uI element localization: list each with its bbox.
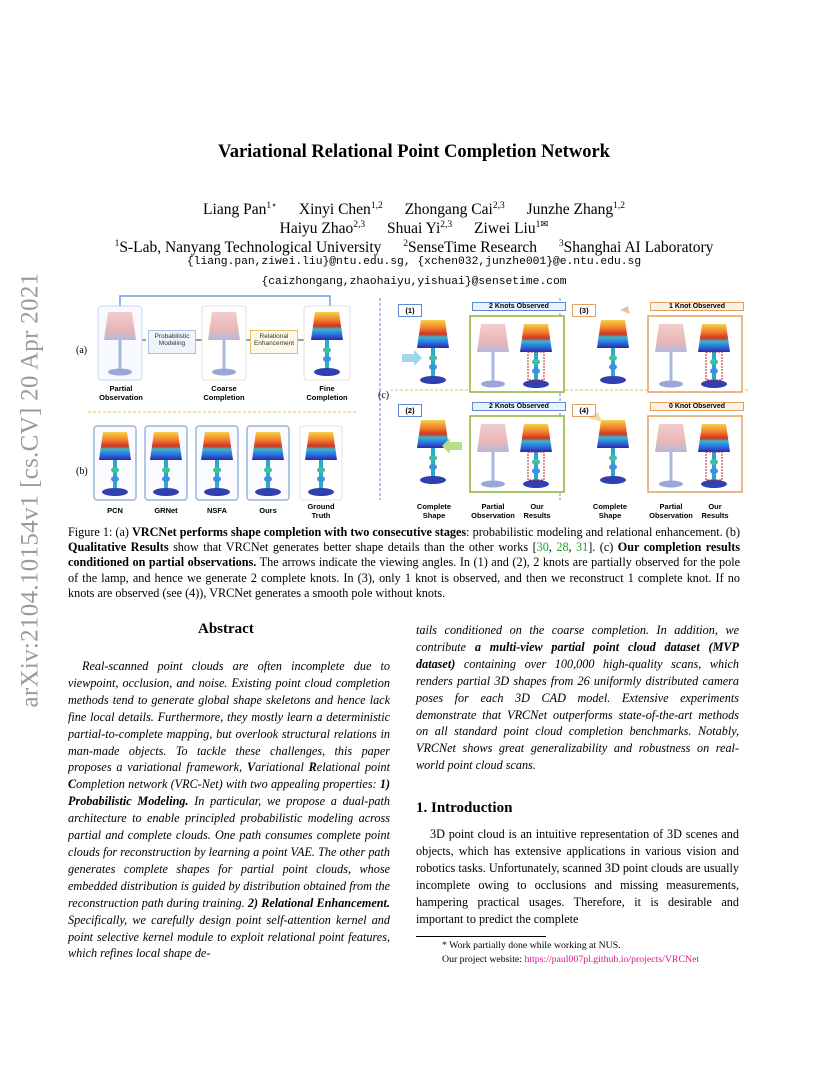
panel-1-number: (1): [398, 304, 422, 317]
figure-1: [68, 290, 752, 522]
panel-3-head: 1 Knot Observed: [650, 302, 744, 311]
affiliation: $^3$Shanghai AI Laboratory: [558, 239, 714, 256]
probabilistic-modeling-box: [148, 330, 196, 354]
author: Liang Pan$^{1⋆}$: [203, 201, 278, 218]
abstract-left-column: Real-scanned point clouds are often incomplete due to viewpoint, occlusion, and noise. Existing point cloud completion methods tend to generate global shape skeletons and hence lack fine local details. Furthermore, they mostly learn a deterministic partial-to-complete mapping, but overlook structural relations in man-made objects. To tackle these challenges, this paper proposes a variational framework, Variational Relational point Completion network (VRC-Net) with two appealing properties: 1) Probabilistic Modeling. In particular, we propose a dual-path architecture to enable principled probabilistic modeling across partial and complete clouds. One path consumes complete point clouds for reconstruction by learning a point VAE. The other path generates complete shapes for partial point clouds, whose embedded distribution is guided by distribution obtained from the reconstruction path during training. 2) Relational Enhancement. Specifically, we carefully design point self-attention kernel and point selective kernel module to exploit relational point features, which refines local shape de-: [68, 659, 390, 961]
paper-title: Variational Relational Point Completion Network: [218, 142, 610, 162]
author: Xinyi Chen$^{1,2}$: [298, 201, 383, 218]
footnote-2: Our project website: https://paul007pl.github.io/projects/VRCNet: [442, 954, 700, 965]
panel-3-number: (3): [572, 304, 596, 317]
citation-link[interactable]: 31: [576, 540, 589, 555]
panel-2-number: (2): [398, 404, 422, 417]
introduction-text: 3D point cloud is an intuitive representation of 3D scenes and objects, which has extensive applications in various vision and robotics tasks. Unfortunately, scanned 3D point clouds are usually incomplete owing to occlusions and missing measurements, hampering practical usages. Therefore, it is desirable and important to predict the complete: [416, 827, 739, 926]
relational-enhancement-box: [250, 330, 298, 354]
panel-4-number: (4): [572, 404, 596, 417]
panel-2-head: 2 Knots Observed: [472, 402, 566, 411]
caption-partial-observation: Partial Observation: [99, 384, 143, 402]
arxiv-sidebar: [8, 272, 52, 708]
caption-coarse-completion: Coarse Completion: [203, 384, 245, 402]
author: Shuai Yi$^{2,3}$: [387, 220, 453, 237]
caption-complete-shape-left: Complete Shape: [416, 502, 452, 520]
affiliation: $^2$SenseTime Research: [403, 239, 538, 256]
author: Junzhe Zhang$^{1,2}$: [526, 201, 625, 218]
caption-our-results-right: Our Results: [701, 502, 729, 520]
project-website-link[interactable]: https://paul007pl.github.io/projects/VRCNet: [524, 954, 700, 965]
caption-partial-observation-left: Partial Observation: [471, 502, 515, 520]
footnote-1: * Work partially done while working at NUS.: [442, 940, 621, 951]
caption-ours: Ours: [259, 506, 277, 515]
caption-fine-completion: Fine Completion: [306, 384, 348, 402]
fig-label-a: (a): [76, 345, 88, 356]
affiliation: $^1$S-Lab, Nanyang Technological University: [114, 239, 382, 256]
probabilistic-modeling-label: Probabilistic Modeling: [154, 333, 190, 347]
emails-line-1: {liang.pan,ziwei.liu}@ntu.edu.sg, {xchen032,junzhe001}@e.ntu.edu.sg: [186, 256, 642, 268]
citation-link[interactable]: 28: [556, 540, 569, 555]
footnote-rule: [416, 936, 546, 937]
panel-4-head: 0 Knot Observed: [650, 402, 744, 411]
arxiv-id: arXiv:2104.10154v1 [cs.CV] 20 Apr 2021: [16, 272, 44, 708]
figure-caption: Figure 1: (a) VRCNet performs shape completion with two consecutive stages: probabilistic modeling and relational enhancement. (b) Qualitative Results show that VRCNet generates better shape details than the other works [30, 28, 31]. (c) Our completion results conditioned on partial observations. The arrows indicate the viewing angles. In (1) and (2), 2 knots are partially observed for the pole of the lamp, and hence we generate 2 complete knots. In (3), only 1 knot is observed, and then we reconstruct 1 complete knot. If no knots are observed (see (4)), VRCNet generates a smooth pole without knots.: [68, 525, 741, 600]
fig-label-c: (c): [378, 390, 390, 401]
caption-complete-shape-right: Complete Shape: [592, 502, 628, 520]
caption-our-results-left: Our Results: [523, 502, 551, 520]
author: Haiyu Zhao$^{2,3}$: [279, 220, 366, 237]
citation-link[interactable]: 30: [536, 540, 549, 555]
fig-label-b: (b): [76, 466, 88, 477]
abstract-heading: Abstract: [198, 621, 254, 637]
affiliations: [0, 234, 828, 258]
emails-line-2: {caizhongang,zhaohaiyu,yishuai}@sensetime.com: [261, 276, 567, 288]
caption-ground-truth: Ground Truth: [307, 502, 335, 520]
abstract-right-column: tails conditioned on the coarse completion. In addition, we contribute a multi-view partial point cloud dataset (MVP dataset) containing over 100,000 high-quality scans, which renders partial 3D shapes from 26 uniformly distributed camera poses for each 3D CAD model. Extensive experiments demonstrate that VRCNet outperforms state-of-the-art methods on all standard point cloud completion benchmarks. Notably, VRCNet shows great generalizability and robustness on real-world point cloud scans.: [416, 623, 739, 773]
introduction-heading: 1. Introduction: [416, 800, 513, 816]
caption-grnet: GRNet: [154, 506, 178, 515]
caption-pcn: PCN: [107, 506, 123, 515]
caption-partial-observation-right: Partial Observation: [649, 502, 693, 520]
author: Zhongang Cai$^{2,3}$: [404, 201, 505, 218]
author: Ziwei Liu$^{1✉}$: [474, 220, 549, 237]
relational-enhancement-label: Relational Enhancement: [253, 333, 295, 347]
panel-1-head: 2 Knots Observed: [472, 302, 566, 311]
caption-nsfa: NSFA: [206, 506, 227, 515]
